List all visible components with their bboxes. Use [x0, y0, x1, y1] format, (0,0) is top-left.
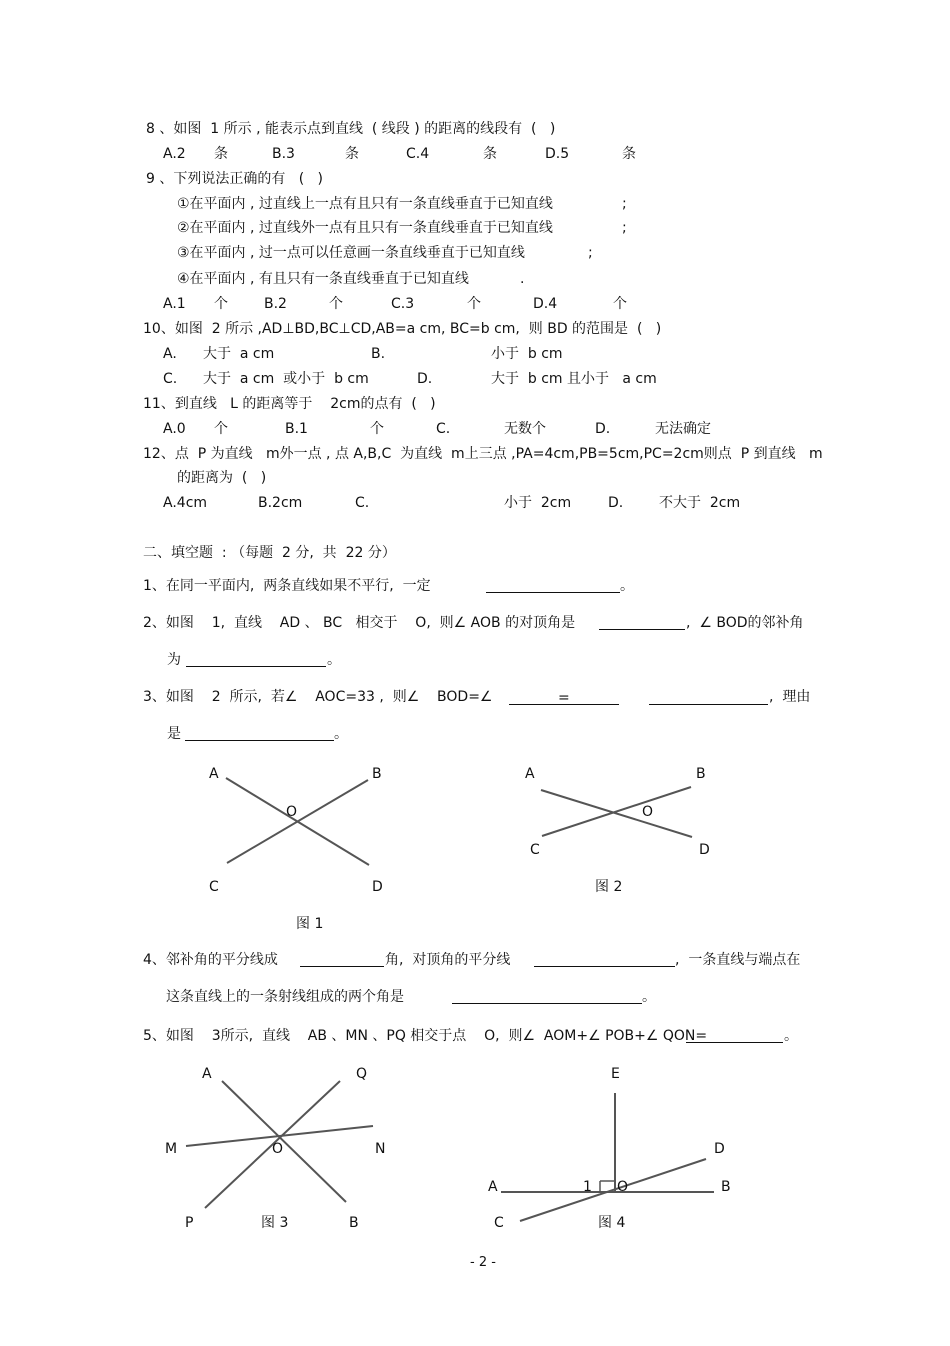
- q9-statement-1: ①在平面内 , 过直线上一点有且只有一条直线垂直于已知直线: [177, 196, 553, 212]
- fig1-label-d: D: [372, 879, 383, 895]
- q10-option-c-text: 大于 a cm 或小于 b cm: [203, 371, 369, 387]
- f2-line2: 为: [167, 652, 181, 668]
- fig3-label-b: B: [349, 1215, 359, 1231]
- q10-option-a: A.: [163, 346, 177, 362]
- fig1-label-b: B: [372, 766, 382, 782]
- f5-text: 5、如图 3所示, 直线 AB 、MN 、PQ 相交于点 O, 则∠ AOM+∠ POB+∠ QON=: [143, 1028, 708, 1044]
- q9-statement-1-end: ;: [622, 196, 627, 212]
- q12-stem-line2: 的距离为 ( ): [177, 470, 267, 486]
- fig4-label-b: B: [721, 1179, 731, 1195]
- q9-option-a-unit: 个: [214, 296, 228, 312]
- q8-option-a: A.2: [163, 146, 186, 162]
- fig2-label-b: B: [696, 766, 706, 782]
- fig1-label-c: C: [209, 879, 219, 895]
- f4-text: 4、邻补角的平分线成: [143, 952, 278, 968]
- q12-stem: 12、点 P 为直线 m外一点 , 点 A,B,C 为直线 m上三点 ,PA=4cm,PB=5cm,PC=2cm则点 P 到直线 m: [143, 446, 823, 462]
- fig2-caption: 图 2: [595, 879, 623, 895]
- f2-text: 2、如图 1, 直线 AD 、 BC 相交于 O, 则∠ AOB 的对顶角是: [143, 615, 576, 631]
- q9-option-d: D.4: [533, 296, 558, 312]
- figure-1: [209, 766, 383, 932]
- q9-option-c-unit: 个: [467, 296, 481, 312]
- q8-option-d-unit: 条: [622, 146, 636, 162]
- fig3-label-a: A: [202, 1066, 212, 1082]
- fig4-line-cd: [520, 1159, 706, 1221]
- q9-option-d-unit: 个: [613, 296, 627, 312]
- q9-statement-4: ④在平面内 , 有且只有一条直线垂直于已知直线: [177, 271, 469, 287]
- fig3-label-o: O: [272, 1141, 284, 1157]
- q9-option-b-unit: 个: [329, 296, 343, 312]
- f5-end: 。: [784, 1028, 798, 1044]
- q10-option-c: C.: [163, 371, 178, 387]
- q11-option-a: A.0: [163, 421, 186, 437]
- f3-equals: =: [558, 690, 570, 706]
- fig3-label-p: P: [185, 1215, 194, 1231]
- figure-2: [525, 766, 710, 895]
- fig1-caption: 图 1: [296, 916, 324, 932]
- q12-option-c-text: 小于 2cm: [504, 495, 572, 511]
- q10-option-d-text: 大于 b cm 且小于 a cm: [491, 371, 657, 387]
- q9-statement-3-end: ;: [588, 245, 593, 261]
- q12-option-d: D.: [608, 495, 624, 511]
- q8-option-d: D.5: [545, 146, 570, 162]
- page-number: - 2 -: [470, 1255, 496, 1270]
- figure-4: [488, 1066, 731, 1231]
- q8-option-c-unit: 条: [483, 146, 497, 162]
- q10-option-a-text: 大于 a cm: [203, 346, 275, 362]
- fig2-label-c: C: [530, 842, 540, 858]
- q9-option-c: C.3: [391, 296, 415, 312]
- q11-stem: 11、到直线 L 的距离等于 2cm的点有 ( ): [143, 396, 436, 412]
- fig4-label-a: A: [488, 1179, 498, 1195]
- fig2-label-a: A: [525, 766, 535, 782]
- fig4-label-e: E: [611, 1066, 620, 1082]
- fig3-label-n: N: [375, 1141, 386, 1157]
- q9-stem: 9 、下列说法正确的有 ( ): [146, 171, 323, 187]
- q11-option-d: D.: [595, 421, 611, 437]
- q9-option-a: A.1: [163, 296, 186, 312]
- q10-option-d: D.: [417, 371, 433, 387]
- fig3-label-m: M: [165, 1141, 178, 1157]
- fig1-label-a: A: [209, 766, 219, 782]
- fig4-label-d: D: [714, 1141, 725, 1157]
- q11-option-c-text: 无数个: [504, 421, 546, 437]
- f3-mid: , 理由: [769, 689, 811, 705]
- fig4-label-1: 1: [583, 1179, 592, 1195]
- q9-statement-2: ②在平面内 , 过直线外一点有且只有一条直线垂直于已知直线: [177, 220, 553, 236]
- f3-line2: 是: [167, 726, 181, 742]
- f2-mid: , ∠ BOD的邻补角: [686, 615, 804, 631]
- q11-option-b: B.1: [285, 421, 308, 437]
- section-2-title: 二、填空题 : （每题 2 分, 共 22 分）: [143, 545, 396, 561]
- f4-mid1: 角, 对顶角的平分线: [385, 952, 511, 968]
- q8-stem: 8 、如图 1 所示 , 能表示点到直线 ( 线段 ) 的距离的线段有 ( ): [146, 121, 556, 137]
- q12-option-c: C.: [355, 495, 370, 511]
- q10-stem: 10、如图 2 所示 ,AD⊥BD,BC⊥CD,AB=a cm, BC=b cm, 则 BD 的范围是 ( ): [143, 321, 662, 337]
- f3-end: 。: [334, 726, 348, 742]
- q11-option-b-unit: 个: [370, 421, 384, 437]
- fig4-caption: 图 4: [598, 1215, 626, 1231]
- q8-option-b-unit: 条: [345, 146, 359, 162]
- f4-line2: 这条直线上的一条射线组成的两个角是: [166, 989, 404, 1005]
- f2-end: 。: [327, 652, 341, 668]
- fig3-label-q: Q: [356, 1066, 368, 1082]
- fig4-label-o: O: [617, 1179, 629, 1195]
- q8-option-b: B.3: [272, 146, 295, 162]
- f4-mid2: , 一条直线与端点在: [675, 952, 801, 968]
- fig2-line-ad: [541, 790, 692, 837]
- fig2-label-o: O: [642, 804, 654, 820]
- f1-text: 1、在同一平面内, 两条直线如果不平行, 一定: [143, 578, 431, 594]
- q12-option-d-text: 不大于 2cm: [659, 495, 741, 511]
- q11-option-d-text: 无法确定: [655, 421, 711, 437]
- fig1-label-o: O: [286, 804, 298, 820]
- q9-statement-2-end: ;: [622, 220, 627, 236]
- figure-3: [165, 1066, 385, 1231]
- f1-end: 。: [620, 578, 634, 594]
- fig3-caption: 图 3: [261, 1215, 289, 1231]
- q11-option-a-unit: 个: [214, 421, 228, 437]
- q12-option-b: B.2cm: [258, 495, 303, 511]
- q10-option-b-text: 小于 b cm: [491, 346, 563, 362]
- q12-option-a: A.4cm: [163, 495, 208, 511]
- fig4-label-c: C: [494, 1215, 504, 1231]
- fig2-label-d: D: [699, 842, 710, 858]
- fig3-line-ab: [222, 1081, 346, 1202]
- q10-option-b: B.: [371, 346, 386, 362]
- q8-option-c: C.4: [406, 146, 430, 162]
- f3-text: 3、如图 2 所示, 若∠ AOC=33 , 则∠ BOD=∠: [143, 689, 493, 705]
- q9-option-b: B.2: [264, 296, 287, 312]
- q8-option-a-unit: 条: [214, 146, 228, 162]
- q11-option-c: C.: [436, 421, 451, 437]
- f4-end: 。: [642, 989, 656, 1005]
- q9-statement-3: ③在平面内 , 过一点可以任意画一条直线垂直于已知直线: [177, 245, 525, 261]
- q9-statement-4-end: .: [520, 271, 525, 287]
- fig2-line-bc: [542, 787, 691, 836]
